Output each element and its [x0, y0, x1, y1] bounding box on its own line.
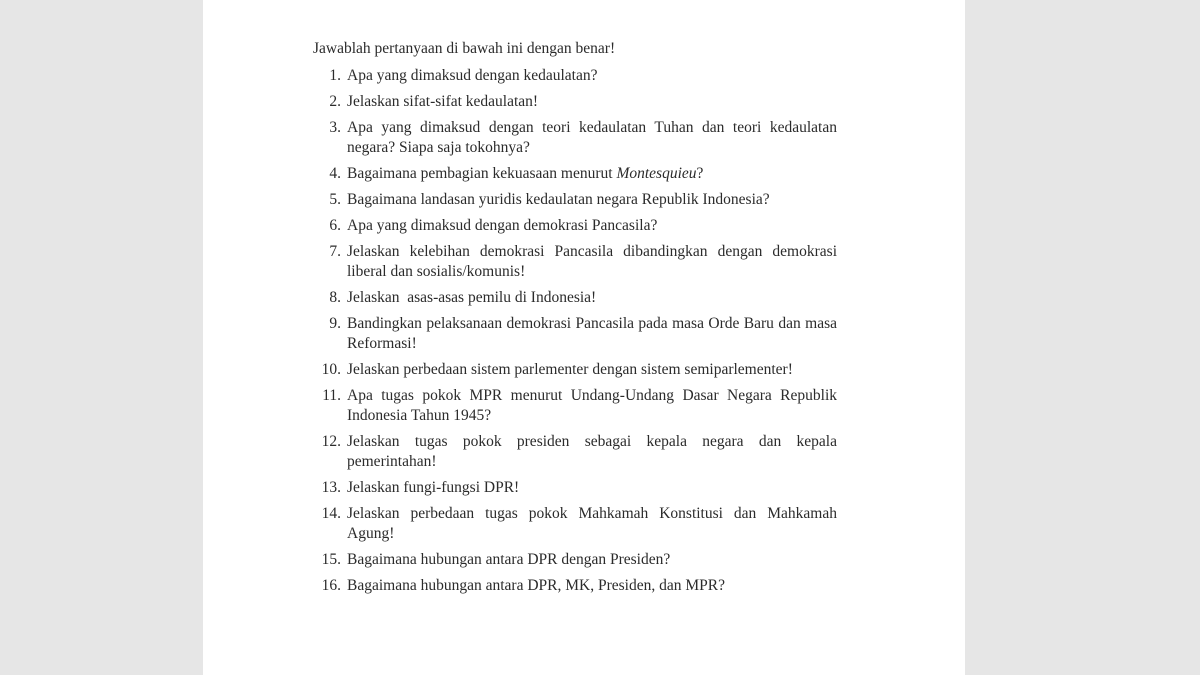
question-item [307, 504, 837, 544]
question-item [307, 314, 837, 354]
question-text: Jelaskan perbedaan sistem parlementer dengan sistem semiparlementer! [347, 361, 793, 378]
question-text [341, 164, 837, 184]
question-number: 13. [321, 479, 341, 496]
question-number: 10. [321, 361, 341, 378]
question-item [307, 190, 837, 210]
question-number: 9. [329, 315, 341, 332]
question-text: Jelaskan fungi-fungsi DPR! [347, 479, 520, 496]
question-text-part: ? [696, 165, 704, 182]
question-number: 11. [322, 387, 341, 404]
question-number: 6. [329, 217, 341, 234]
question-text-part: Bagaimana pembagian kekuasaan menurut [347, 165, 617, 182]
question-number: 12. [321, 433, 341, 450]
question-text: Apa yang dimaksud dengan kedaulatan? [347, 67, 598, 84]
instruction-text: Jawablah pertanyaan di bawah ini dengan benar! [313, 40, 616, 57]
question-item [307, 118, 837, 158]
question-text: Bagaimana hubungan antara DPR dengan Presiden? [347, 551, 671, 568]
question-text: Jelaskan tugas pokok presiden sebagai kepala negara dan kepala pemerintahan! [347, 433, 837, 470]
question-text: Apa tugas pokok MPR menurut Undang-Undang Dasar Negara Republik Indonesia Tahun 1945? [347, 387, 837, 424]
question-number: 3. [329, 119, 341, 136]
question-item [307, 92, 837, 112]
question-item [307, 360, 837, 380]
question-text: Jelaskan kelebihan demokrasi Pancasila dibandingkan dengan demokrasi liberal dan sosialis/komunis! [347, 243, 837, 280]
question-number: 8. [329, 289, 341, 306]
question-number: 16. [321, 577, 341, 594]
question-number: 5. [329, 191, 341, 208]
author-name-italic: Montesquieu [616, 165, 697, 182]
question-item [307, 576, 837, 596]
question-text: Bagaimana hubungan antara DPR, MK, Presiden, dan MPR? [347, 577, 725, 594]
question-item [307, 66, 837, 86]
question-text: Jelaskan perbedaan tugas pokok Mahkamah Konstitusi dan Mahkamah Agung! [347, 505, 837, 542]
question-text: Bandingkan pelaksanaan demokrasi Pancasila pada masa Orde Baru dan masa Reformasi! [347, 315, 837, 352]
question-item [307, 432, 837, 472]
question-number: 15. [321, 551, 341, 568]
document-page [203, 0, 965, 675]
question-text: Jelaskan asas-asas pemilu di Indonesia! [347, 289, 597, 306]
question-text: Bagaimana landasan yuridis kedaulatan negara Republik Indonesia? [347, 191, 770, 208]
question-item [307, 478, 837, 498]
question-number: 2. [329, 93, 341, 110]
question-item [307, 164, 837, 184]
question-item [307, 550, 837, 570]
question-number: 1. [329, 67, 341, 84]
question-item [307, 386, 837, 426]
question-number: 14. [321, 505, 341, 522]
question-list [307, 66, 837, 602]
question-text: Jelaskan sifat-sifat kedaulatan! [347, 93, 539, 110]
question-item [307, 288, 837, 308]
question-item [307, 216, 837, 236]
question-text: Apa yang dimaksud dengan teori kedaulatan Tuhan dan teori kedaulatan negara? Siapa saja tokohnya? [347, 119, 837, 156]
question-text: Apa yang dimaksud dengan demokrasi Pancasila? [347, 217, 658, 234]
question-item [307, 242, 837, 282]
question-number: 7. [329, 243, 341, 260]
question-number: 4. [329, 165, 341, 182]
